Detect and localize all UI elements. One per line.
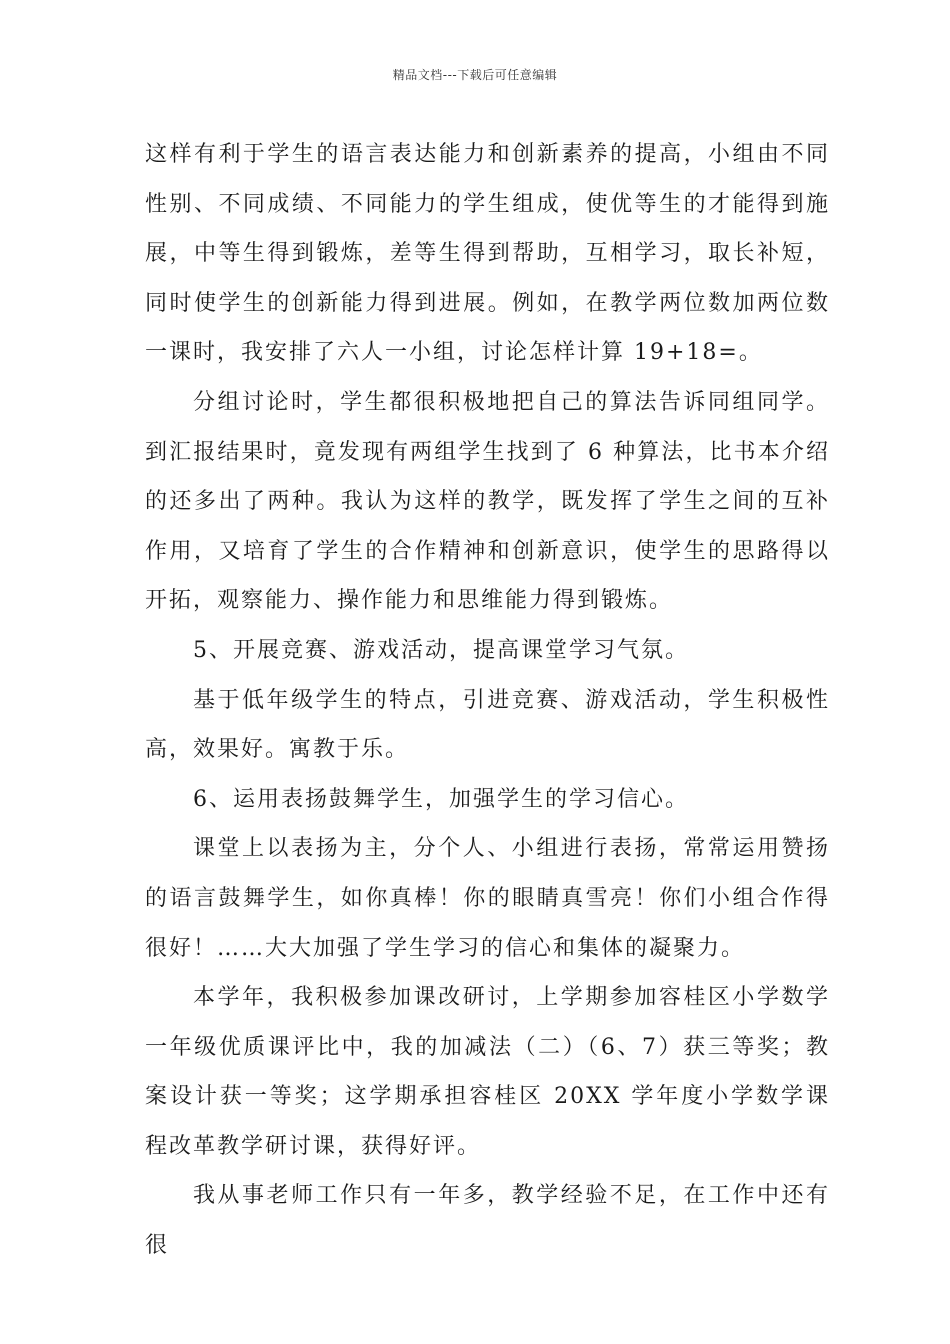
section-heading: 6、运用表扬鼓舞学生，加强学生的学习信心。 <box>193 786 689 812</box>
paragraph: 基于低年级学生的特点，引进竞赛、游戏活动，学生积极性高，效果好。寓教于乐。 <box>145 687 830 763</box>
paragraph: 本学年，我积极参加课改研讨，上学期参加容桂区小学数学一年级优质课评比中，我的加减法（二）（6、7）获三等奖；教案设计获一等奖；这学期承担容桂区 20XX 学年度小学数学课程改革教学研讨课，获得好评。 <box>145 985 830 1159</box>
body-text <box>145 130 830 1271</box>
paragraph: 这样有利于学生的语言表达能力和创新素养的提高，小组由不同性别、不同成绩、不同能力的学生组成，使优等生的才能得到施展，中等生得到锻炼，差等生得到帮助，互相学习，取长补短，同时使学生的创新能力得到进展。例如，在教学两位数加两位数一课时，我安排了六人一小组，讨论怎样计算 19+18=。 <box>145 142 830 366</box>
page-header: 精品文档---下载后可任意编辑 <box>392 68 558 82</box>
paragraph: 分组讨论时，学生都很积极地把自己的算法告诉同组同学。到汇报结果时，竟发现有两组学生找到了 6 种算法，比书本介绍的还多出了两种。我认为这样的教学，既发挥了学生之间的互补作用，又培育了学生的合作精神和创新意识，使学生的思路得以开拓，观察能力、操作能力和思维能力得到锻炼。 <box>145 389 830 614</box>
paragraph: 课堂上以表扬为主，分个人、小组进行表扬，常常运用赞扬的语言鼓舞学生，如你真棒！你的眼睛真雪亮！你们小组合作得很好！……大大加强了学生学习的信心和集体的凝聚力。 <box>145 836 830 961</box>
section-heading: 5、开展竞赛、游戏活动，提高课堂学习气氛。 <box>193 637 689 663</box>
paragraph: 我从事老师工作只有一年多，教学经验不足，在工作中还有很 <box>145 1183 830 1259</box>
